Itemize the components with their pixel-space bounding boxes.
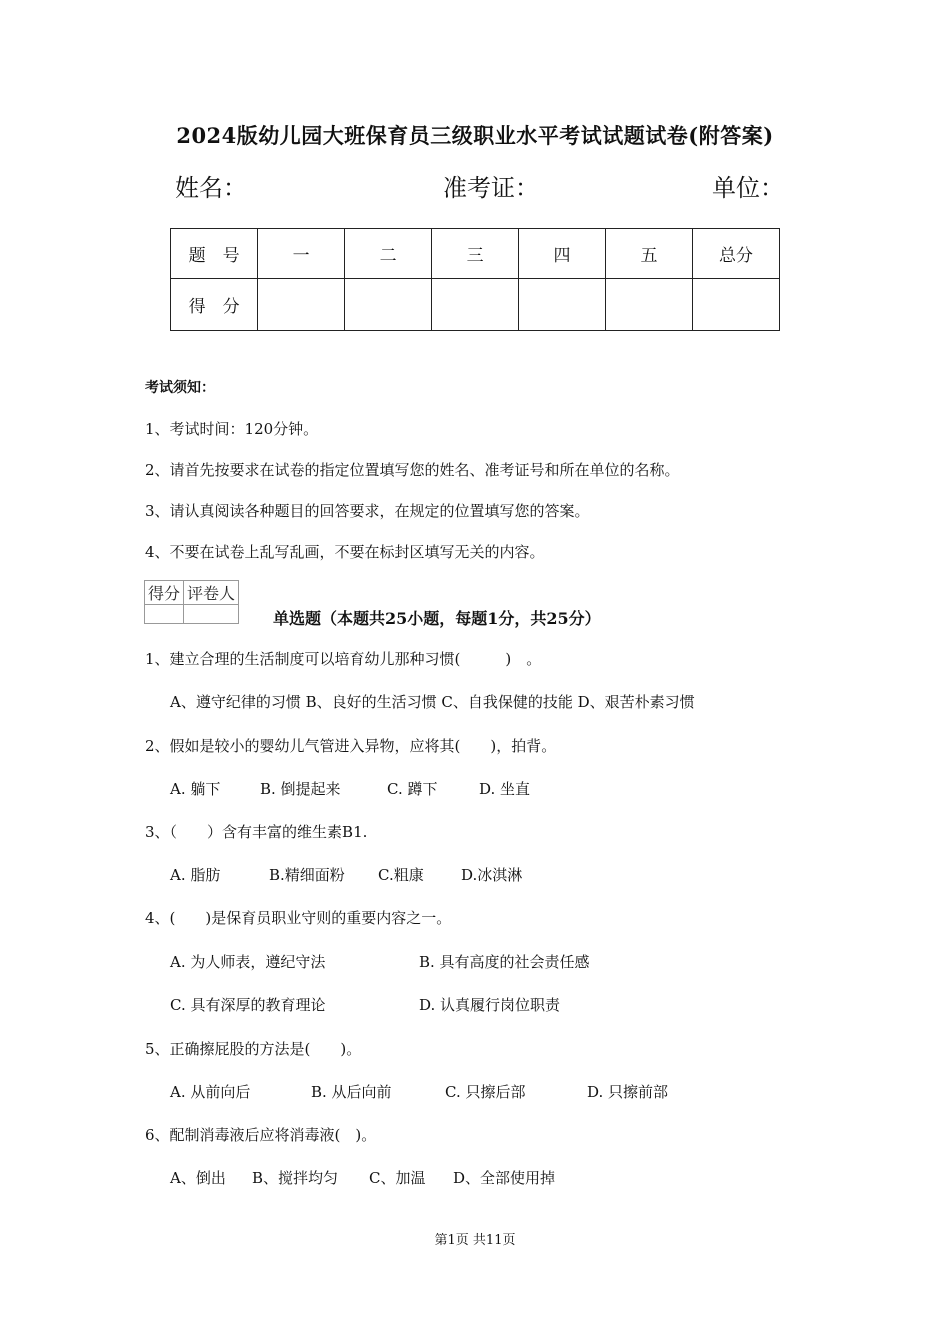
score-table-cell[interactable]	[345, 279, 432, 331]
notice-item: 3、请认真阅读各种题目的回答要求，在规定的位置填写您的答案。	[145, 502, 590, 520]
question-stem: 2、假如是较小的婴幼儿气管进入异物，应将其( )，拍背。	[145, 737, 557, 755]
question-stem: 4、( )是保育员职业守则的重要内容之一。	[145, 909, 452, 927]
grader-name-label: 评卷人	[184, 581, 239, 605]
question-option: B. 从后向前	[311, 1083, 392, 1101]
score-table-cell: 一	[258, 229, 345, 279]
grader-score-cell[interactable]	[145, 605, 184, 624]
grader-name-cell[interactable]	[184, 605, 239, 624]
question-option: C. 蹲下	[387, 780, 438, 798]
question-option: D. 坐直	[479, 780, 531, 798]
question-option: B、搅拌均匀	[252, 1169, 339, 1187]
question-option: C. 具有深厚的教育理论	[170, 996, 326, 1014]
question-option: A. 脂肪	[170, 866, 221, 884]
name-field-label: 姓名：	[175, 174, 247, 202]
grader-box	[144, 580, 239, 624]
question-option: B.精细面粉	[269, 866, 345, 884]
exam-title: 2024版幼儿园大班保育员三级职业水平考试试题试卷(附答案)	[176, 123, 774, 148]
question-option: A. 躺下	[170, 780, 221, 798]
unit-field-label: 单位：	[712, 174, 784, 202]
score-table-cell: 总分	[692, 229, 779, 279]
score-table-cell: 得 分	[171, 279, 258, 331]
score-table-cell: 五	[606, 229, 693, 279]
question-option: A. 从前向后	[170, 1083, 251, 1101]
score-table-cell[interactable]	[606, 279, 693, 331]
score-table-cell: 四	[519, 229, 606, 279]
question-option: D. 认真履行岗位职责	[419, 996, 561, 1014]
section-heading: 单选题（本题共25小题，每题1分，共25分）	[273, 609, 601, 628]
score-table	[170, 228, 780, 331]
score-table-cell[interactable]	[258, 279, 345, 331]
score-table-cell: 题 号	[171, 229, 258, 279]
question-stem: 5、正确擦屁股的方法是( )。	[145, 1040, 362, 1058]
page-footer: 第1页 共11页	[434, 1233, 516, 1248]
question-option: D. 只擦前部	[587, 1083, 669, 1101]
score-table-score-row	[171, 279, 780, 331]
notice-item: 1、考试时间：120分钟。	[145, 420, 319, 438]
score-table-cell[interactable]	[432, 279, 519, 331]
question-option: A. 为人师表，遵纪守法	[170, 953, 326, 971]
question-option: B. 具有高度的社会责任感	[419, 953, 590, 971]
question-option: A、遵守纪律的习惯 B、良好的生活习惯 C、自我保健的技能 D、艰苦朴素习惯	[170, 693, 695, 711]
question-option: D.冰淇淋	[461, 866, 523, 884]
score-table-cell: 二	[345, 229, 432, 279]
question-option: B. 倒提起来	[260, 780, 341, 798]
question-option: D、全部使用掉	[453, 1169, 556, 1187]
notice-item: 4、不要在试卷上乱写乱画，不要在标封区填写无关的内容。	[145, 543, 545, 561]
notice-item: 2、请首先按要求在试卷的指定位置填写您的姓名、准考证号和所在单位的名称。	[145, 461, 680, 479]
question-option: C、加温	[369, 1169, 426, 1187]
question-stem: 1、建立合理的生活制度可以培育幼儿那种习惯( ) 。	[145, 650, 542, 668]
grader-score-label: 得分	[145, 581, 184, 605]
score-table-header-row	[171, 229, 780, 279]
notice-heading: 考试须知：	[145, 380, 215, 396]
question-stem: 3、（ ）含有丰富的维生素B1.	[145, 823, 368, 841]
question-option: C.粗康	[378, 866, 424, 884]
question-option: C. 只擦后部	[445, 1083, 526, 1101]
score-table-cell[interactable]	[692, 279, 779, 331]
score-table-cell: 三	[432, 229, 519, 279]
ticket-field-label: 准考证：	[443, 174, 539, 202]
question-option: A、倒出	[170, 1169, 226, 1187]
score-table-cell[interactable]	[519, 279, 606, 331]
question-stem: 6、配制消毒液后应将消毒液( )。	[145, 1126, 377, 1144]
